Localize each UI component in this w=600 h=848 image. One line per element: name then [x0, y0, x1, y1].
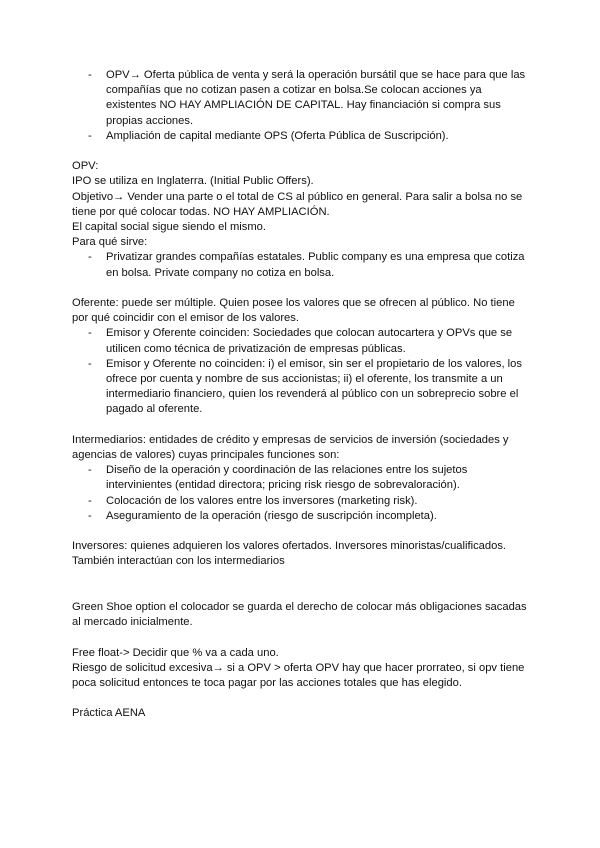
list-item	[72, 494, 532, 509]
list-item	[72, 250, 532, 280]
oferente-list	[72, 326, 532, 417]
inversores-paragraph: Inversores: quienes adquieren los valores ofertados. Inversores minoristas/cualificados. También interactúan con los intermediarios	[72, 540, 507, 568]
intro-list	[72, 68, 532, 144]
list-item	[72, 129, 532, 144]
spacer	[72, 418, 532, 433]
capital-paragraph: El capital social sigue siendo el mismo.	[72, 221, 267, 234]
list-item	[72, 68, 532, 129]
list-item	[72, 509, 532, 524]
practica-paragraph: Práctica AENA	[72, 707, 146, 720]
list-item-text: Colocación de los valores entre los inversores (marketing risk).	[106, 494, 418, 507]
riesgo-paragraph: Riesgo de solicitud excesiva→ si a OPV > oferta OPV hay que hacer prorrateo, si opv tiene poca solicitud entonces te toca pagar por las acciones totales que has elegido.	[72, 661, 525, 690]
dash-bullet: -	[88, 327, 92, 340]
spacer	[72, 691, 532, 706]
ipo-paragraph: IPO se utiliza en Inglaterra. (Initial Public Offers).	[72, 175, 314, 188]
list-item-text: Aseguramiento de la operación (riesgo de suscripción incompleta).	[106, 509, 437, 522]
oferente-paragraph: Oferente: puede ser múltiple. Quien posee los valores que se ofrecen al público. No tiene por qué coincidir con el emisor de los valores.	[72, 297, 515, 325]
dash-bullet: -	[88, 129, 92, 142]
list-item-text: Ampliación de capital mediante OPS (Oferta Pública de Suscripción).	[106, 129, 449, 142]
dash-bullet: -	[88, 509, 92, 522]
intermediarios-paragraph: Intermediarios: entidades de crédito y empresas de servicios de inversión (sociedades y agencias de valores) cuyas principales funciones son:	[72, 433, 509, 462]
dash-bullet: -	[88, 357, 92, 370]
objetivo-paragraph: Objetivo→ Vender una parte o el total de CS al público en general. Para salir a bolsa no se tiene por qué colocar todas. NO HAY AMPLIACIÓN.	[72, 190, 523, 218]
spacer	[72, 524, 532, 539]
intermediarios-list	[72, 463, 532, 524]
green-shoe-paragraph: Green Shoe option el colocador se guarda el derecho de colocar más obligaciones sacadas al mercado inicialmente.	[72, 601, 527, 629]
dash-bullet: -	[88, 69, 92, 81]
document-page	[72, 68, 532, 722]
list-item-text: Privatizar grandes compañías estatales. Public company es una empresa que cotiza en bolsa. Private company no cotiza en bolsa.	[106, 251, 525, 279]
dash-bullet: -	[88, 251, 92, 264]
list-item-text: Diseño de la operación y coordinación de las relaciones entre los sujetos intervinientes (entidad directora; pricing risk riesgo de sobrevaloración).	[106, 464, 468, 492]
spacer	[72, 144, 532, 159]
dash-bullet: -	[88, 464, 92, 477]
free-float-paragraph: Free float-> Decidir que % va a cada uno.	[72, 646, 279, 659]
spacer	[72, 585, 532, 600]
spacer	[72, 630, 532, 645]
list-item-text: OPV→ Oferta pública de venta y será la operación bursátil que se hace para que las compañías que no cotizan pasen a cotizar en bolsa.Se colocan acciones ya existentes NO HAY AMPLIACIÓN DE CAPITAL. Hay financiación si compra sus propias acciones.	[106, 69, 526, 127]
list-item	[72, 357, 532, 418]
list-item-text: Emisor y Oferente coinciden: Sociedades que colocan autocartera y OPVs que se utilicen como técnica de privatización de empresas públicas.	[106, 327, 513, 355]
para-que-heading: Para qué sirve:	[72, 236, 148, 249]
spacer	[72, 570, 532, 585]
spacer	[72, 281, 532, 296]
list-item-text: Emisor y Oferente no coinciden: i) el emisor, sin ser el propietario de los valores, los ofrece por cuenta y nombre de sus accionistas; ii) el oferente, los transmite a un intermediario financiero, quien los revenderá al público con un sobreprecio sobre el pagado al oferente.	[106, 357, 522, 416]
list-item	[72, 326, 532, 356]
list-item	[72, 463, 532, 493]
dash-bullet: -	[88, 494, 92, 507]
opv-heading: OPV:	[72, 160, 99, 173]
para-que-list	[72, 250, 532, 280]
